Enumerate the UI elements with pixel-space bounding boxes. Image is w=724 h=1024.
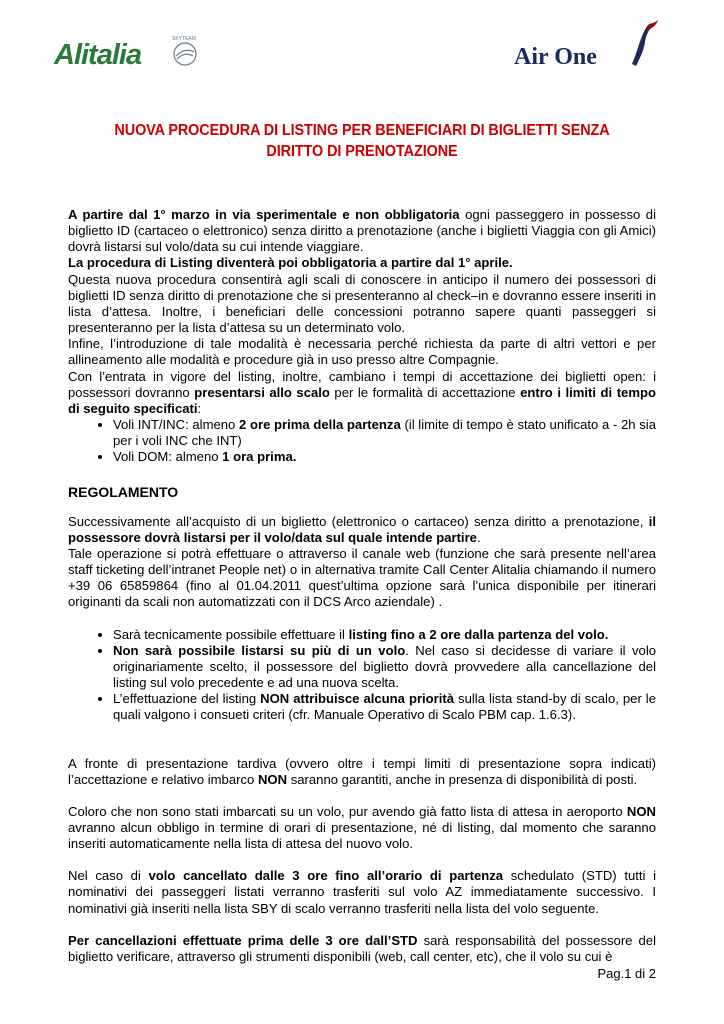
- list-item: • L’effettuazione del listing NON attribuisce alcuna priorità sulla lista stand-by di scalo, per le quali valgono i consueti criteri (cfr. Manuale Operativo di Scalo PBM cap. 1.6.3).: [113, 691, 656, 723]
- svg-text:Alitalia: Alitalia: [54, 39, 142, 71]
- document-body: [68, 207, 656, 965]
- regolamento-paragraph-3: A fronte di presentazione tardiva (ovvero oltre i tempi limiti di presentazione sopra indicati) l’accettazione e relativo imbarco NON saranno garantiti, anche in presenza di disponibilità di posti.: [68, 755, 656, 787]
- rules-list: [68, 627, 656, 724]
- section-heading-regolamento: REGOLAMENTO: [68, 483, 179, 500]
- time-limits-list: [68, 417, 656, 465]
- regolamento-paragraph-5: Nel caso di volo cancellato dalle 3 ore fino all’orario di partenza schedulato (STD) tutti i nominativi dei passeggeri listati verranno trasferiti sul volo AZ immediatamente successivo. I nominativi già inseriti nella lista SBY di scalo verranno trasferiti nella lista del volo seguente.: [68, 868, 656, 916]
- list-item: • Voli INT/INC: almeno 2 ore prima della partenza (il limite di tempo è stato unificato a - 2h sia per i voli INC che INT): [113, 417, 656, 449]
- regolamento-paragraph-6: Per cancellazioni effettuate prima delle 3 ore dall’STD sarà responsabilità del possessore del biglietto verificare, attraverso gli strumenti disponibili (web, call center, etc), che il volo su cui è: [68, 932, 656, 964]
- intro-paragraph-3: Questa nuova procedura consentirà agli scali di conoscere in anticipo il numero dei possessori di biglietti ID senza diritto di prenotazione che si presenteranno al check–in e dovranno essere inseriti in lista d’attesa. Inoltre, i beneficiari delle concessioni potranno sapere quanti passeggeri si presenteranno per la lista d’attesa su un determinato volo.: [68, 271, 656, 336]
- regolamento-paragraph-4: Coloro che non sono stati imbarcati su un volo, pur avendo già fatto lista di attesa in aeroporto NON avranno alcun obbligo in termine di orari di presentazione, né di listing, dal momento che saranno inseriti automaticamente nella lista di attesa del nuovo volo.: [68, 803, 656, 852]
- intro-paragraph-4: Infine, l’introduzione di tale modalità è necessaria perché richiesta da parte di altri vettori e per allineamento alle modalità e procedure già in uso presso altre Compagnie.: [68, 336, 656, 368]
- svg-text:SKYTEAM: SKYTEAM: [172, 36, 196, 42]
- list-item: • Sarà tecnicamente possibile effettuare il listing fino a 2 ore dalla partenza del volo.: [113, 627, 656, 643]
- page-number: Pag.1 di 2: [597, 966, 656, 981]
- intro-paragraph-5: Con l’entrata in vigore del listing, inoltre, cambiano i tempi di accettazione dei biglietti open: i possessori dovranno presentarsi allo scalo per le formalità di accettazione entro i limiti di tempo di seguito specificati:: [68, 368, 656, 416]
- regolamento-paragraph-2: Tale operazione si potrà effettuare o attraverso il canale web (funzione che sarà presente nell’area staff ticketing dell’intranet People net) o in alternativa tramite Call Center Alitalia chiamando il numero +39 06 65859864 (fino al 01.04.2011 quest’ultima opzione sarà l’unica disponibile per itinerari originanti da scali non automatizzati con il DCS Arco aziendale) .: [68, 545, 656, 610]
- list-item: • Voli DOM: almeno 1 ora prima.: [113, 449, 656, 465]
- list-item: • Non sarà possibile listarsi su più di un volo. Nel caso si decidesse di variare il volo originariamente scelto, il possessore del biglietto dovrà provvedere alla cancellazione del listing sul volo precedente e ad una nuova scelta.: [113, 643, 656, 691]
- alitalia-logo: [54, 30, 204, 76]
- intro-paragraph-1: A partire dal 1° marzo in via sperimentale e non obbligatoria ogni passeggero in possesso di biglietto ID (cartaceo o elettronico) senza diritto a prenotazione (anche i biglietti Viaggia con gli Amici) dovrà listarsi sul volo/data su cui intende viaggiare.: [68, 207, 656, 255]
- svg-text:Air One: Air One: [514, 44, 597, 70]
- intro-paragraph-2: La procedura di Listing diventerà poi obbligatoria a partire dal 1° aprile.: [68, 255, 513, 271]
- air-one-logo: [512, 20, 662, 74]
- document-title: NUOVA PROCEDURA DI LISTING PER BENEFICIARI DI BIGLIETTI SENZA DIRITTO DI PRENOTAZIONE: [114, 122, 610, 160]
- regolamento-paragraph-1: Successivamente all’acquisto di un biglietto (elettronico o cartaceo) senza diritto a prenotazione, il possessore dovrà listarsi per il volo/data sul quale intende partire.: [68, 513, 656, 545]
